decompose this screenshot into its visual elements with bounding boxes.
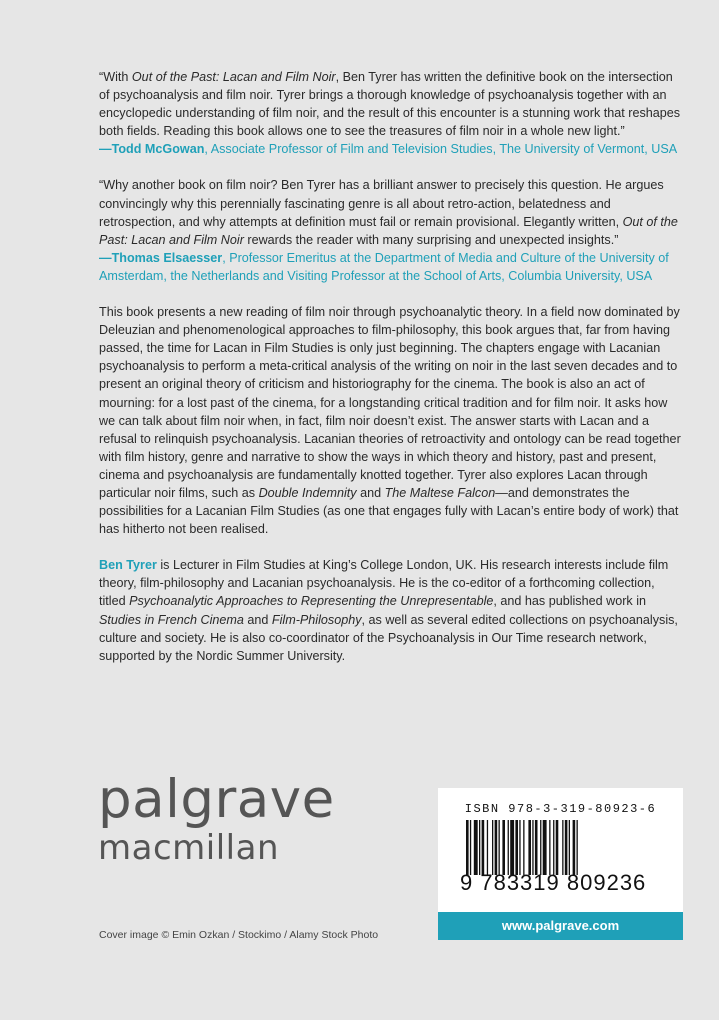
isbn-digits: 9 783319 809236	[460, 870, 647, 895]
reviewer-affiliation: , Professor Emeritus at the Department of Media and Culture of the University of Amsterdam, the Netherlands and Visiting Professor at the School of Arts, Columbia University, USA	[99, 250, 669, 283]
book-title: Out of the Past: Lacan and Film Noir	[131, 70, 336, 84]
barcode-stripe	[479, 820, 480, 875]
bio-text: is Lecturer in Film Studies at King’s College London, UK. His research interests include film theory, film-philosophy and Lacanian psychoanalysis. He is the co-editor of a forthcoming collection, titled	[99, 558, 669, 609]
barcode-stripe	[495, 820, 498, 875]
barcode-stripe	[532, 820, 533, 875]
review-elsaesser	[99, 176, 683, 285]
book-description	[99, 303, 683, 538]
description-text: —and demonstrates the possibilities for a Lacanian Film Studies (as one that engages fully with Lacan’s entire body of work) that has hitherto not been realised.	[99, 485, 679, 537]
bio-text: , as well as several edited collections on psychoanalysis, culture and society. He is also co-coordinator of the Psychoanalysis in Our Time research network, supported by the Nordic Summer University.	[99, 612, 678, 663]
author-bio	[99, 556, 683, 665]
film-title: Double Indemnity	[258, 485, 357, 500]
barcode-stripe	[499, 820, 500, 875]
quote-text: “With	[99, 70, 132, 84]
journal-title: Studies in French Cinema	[99, 612, 244, 627]
reviewer-name: —Thomas Elsaesser	[99, 250, 223, 265]
barcode-stripe	[569, 820, 570, 875]
barcode-stripe	[556, 820, 559, 875]
barcode-stripe	[492, 820, 493, 875]
barcode-stripe	[553, 820, 554, 875]
bio-text: , and has published work in	[493, 594, 647, 609]
barcode-stripe	[482, 820, 485, 875]
review-mcgowan	[99, 68, 683, 158]
isbn-label: ISBN 978-3-319-80923-6	[464, 802, 657, 816]
barcode-stripe	[510, 820, 514, 875]
barcode-stripe	[519, 820, 520, 875]
barcode-stripe	[577, 820, 578, 875]
reviewer-name: —Todd McGowan	[99, 142, 205, 157]
author-name: Ben Tyrer	[99, 558, 157, 573]
quote-text: rewards the reader with many surprising and unexpected insights.”	[243, 232, 619, 247]
attribution	[99, 142, 677, 156]
barcode-stripe	[487, 820, 488, 875]
cover-image-credit: Cover image © Emin Ozkan / Stockimo / Alamy Stock Photo	[99, 929, 379, 941]
barcode-stripe	[515, 820, 518, 875]
barcode-stripe	[562, 820, 563, 875]
description-text: and	[356, 485, 385, 500]
barcode-stripe	[540, 820, 541, 875]
film-title: The Maltese Falcon	[384, 485, 496, 500]
logo-line-1: palgrave	[98, 769, 335, 830]
quote-text: , Ben Tyrer has written the definitive book on the intersection of psychoanalysis and film noir. Tyrer brings a thorough knowledge of psychoanalysis together with an encyclopedic understanding of film noir, and the result of this encounter is a stunning work that reshapes both fields. Reading this book allows one to see the treasures of film noir in a whole new light.”	[99, 70, 681, 139]
description-text: This book presents a new reading of film noir through psychoanalytic theory. In a field now dominated by Deleuzian and phenomenological approaches to film-philosophy, this book argues that, far from having passed, the time for Lacan in Film Studies is only just beginning. The chapters engage with Lacanian psychoanalysis to perform a meta-critical analysis of the writing on noir in the last seven decades and to present an original theory of criticism and historiography for the cinema. The book is also an act of mourning: for a lost past of the cinema, for a longstanding critical tradition and for film noir. It asks how we can talk about film noir when, in fact, film noir doesn’t exist. The answer starts with Lacan and a refusal to relinquish psychoanalysis. Lacanian theories of retroactivity and ontology can be read together with film history, genre and narrative to show the ways in which theory and history, past and present, cinema and psychoanalysis are fundamentally knotted together. Tyrer also explores Lacan through particular noir films, such as	[99, 305, 681, 500]
book-title: Out of the Past: Lacan and Film Noir	[99, 214, 678, 247]
journal-title: Film-Philosophy	[271, 612, 362, 627]
barcode-stripe	[565, 820, 568, 875]
reviewer-affiliation: , Associate Professor of Film and Television Studies, The University of Vermont, USA	[204, 142, 678, 157]
book-title: Psychoanalytic Approaches to Representing the Unrepresentable	[129, 594, 494, 609]
barcode-stripe	[466, 820, 469, 875]
barcode-stripe	[573, 820, 576, 875]
barcode	[438, 788, 683, 912]
barcode-stripe	[502, 820, 505, 875]
publisher-url[interactable]: www.palgrave.com	[438, 912, 683, 940]
barcode-bars	[466, 820, 656, 875]
quote-text: “Why another book on film noir? Ben Tyrer has a brilliant answer to precisely this question. He argues convincingly why this perennially fascinating genre is all about retro-action, belatedness and retrospection, and why attempts at definition must fail or remain provisional. Elegantly written,	[99, 178, 664, 229]
barcode-stripe	[474, 820, 478, 875]
back-cover-text	[99, 68, 683, 665]
barcode-stripe	[523, 820, 524, 875]
barcode-stripe	[528, 820, 531, 875]
logo-line-2: macmillan	[98, 828, 279, 868]
publisher-logo	[98, 769, 335, 868]
barcode-stripe	[543, 820, 547, 875]
barcode-stripe	[535, 820, 538, 875]
attribution	[99, 251, 669, 283]
bio-text: and	[243, 612, 272, 627]
barcode-stripe	[508, 820, 509, 875]
barcode-stripe	[549, 820, 550, 875]
barcode-stripe	[470, 820, 471, 875]
